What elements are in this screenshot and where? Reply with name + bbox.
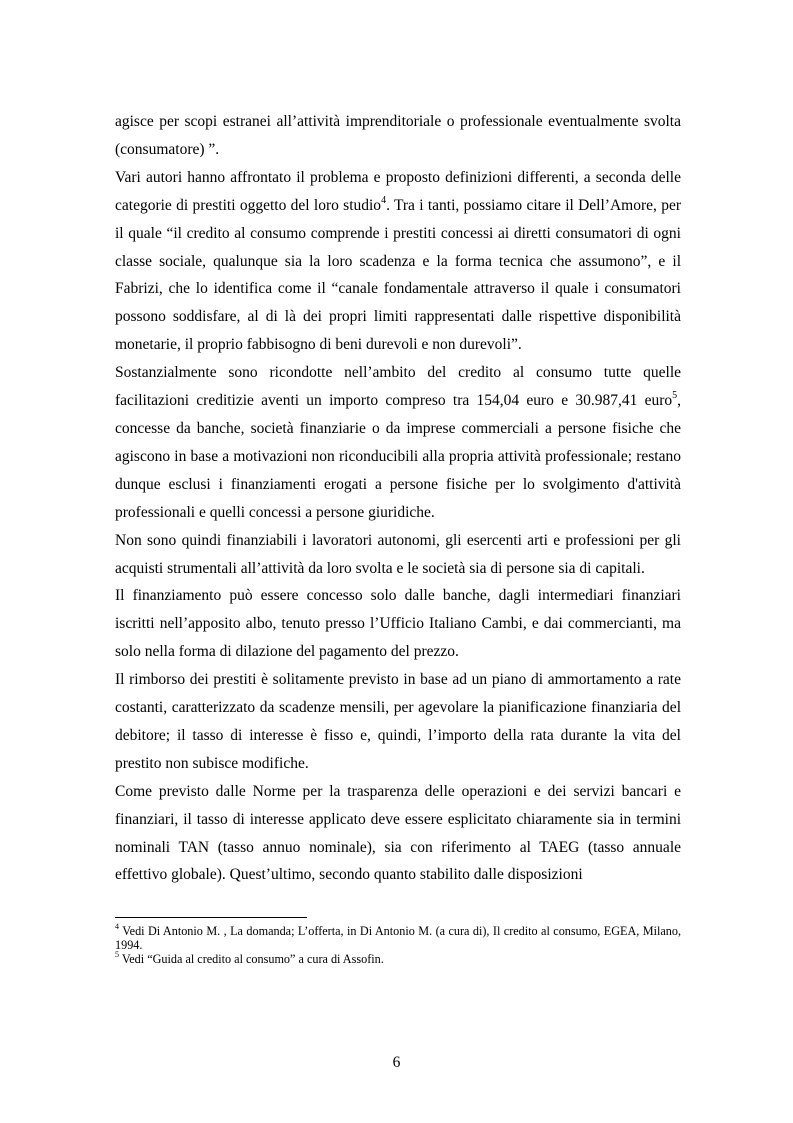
body-text [115, 108, 681, 889]
footnote-text: Vedi “Guida al credito al consumo” a cura di Assofin. [119, 952, 384, 967]
paragraph [115, 666, 681, 778]
footnote-reference: 5 [672, 389, 678, 401]
paragraph-text: agisce per scopi estranei all’attività imprenditoriale o professionale eventualmente svolta (consumatore) ”. [115, 113, 681, 158]
page-number: 6 [392, 1054, 401, 1071]
footnote-separator [115, 917, 307, 918]
paragraph-text: Il finanziamento può essere concesso solo dalle banche, dagli intermediari finanziari iscritti nell’apposito albo, tenuto presso l’Ufficio Italiano Cambi, e dai commercianti, ma solo nella forma di dilazione del pagamento del prezzo. [115, 587, 681, 661]
paragraph-text: Il rimborso dei prestiti è solitamente previsto in base ad un piano di ammortamento a rate costanti, caratterizzato da scadenze mensili, per agevolare la pianificazione finanziaria del debitore; il tasso di interesse è fisso e, quindi, l’importo della rata durante la vita del prestito non subisce modifiche. [115, 671, 681, 772]
paragraph-text: Non sono quindi finanziabili i lavoratori autonomi, gli esercenti arti e professioni per gli acquisti strumentali all’attività da loro svolta e le società sia di persone sia di capitali. [115, 531, 681, 577]
footnote [115, 952, 681, 966]
paragraph-text: Sostanzialmente sono ricondotte nell’ambito del credito al consumo tutte quelle facilitazioni creditizie aventi un importo compreso tra 154,04 euro e 30.987,41 euro [115, 364, 681, 410]
footnote-mark: 4 [115, 921, 119, 931]
paragraph [115, 582, 681, 666]
paragraph-text: Vari autori hanno affrontato il problema e proposto definizioni differenti, a seconda delle categorie di prestiti oggetto del loro studio [115, 168, 681, 214]
paragraph-text: , concesse da banche, società finanziarie o da imprese commerciali a persone fisiche che agiscono in base a motivazioni non riconducibili alla propria attività professionale; restano dunque esclusi i finanziamenti erogati a persone fisiche per lo svolgimento d'attività professionali e quelli concessi a persone giuridiche. [115, 392, 681, 521]
paragraph [115, 164, 681, 359]
paragraph [115, 778, 681, 890]
footnote-reference: 4 [381, 194, 387, 206]
paragraph-text: Come previsto dalle Norme per la trasparenza delle operazioni e dei servizi bancari e finanziari, il tasso di interesse applicato deve essere esplicitato chiaramente sia in termini nominali TAN (tasso annuo nominale), sia con riferimento al TAEG (tasso annuale effettivo globale). Quest’ultimo, secondo quanto stabilito dalle disposizioni [115, 782, 681, 884]
footnotes [115, 921, 681, 967]
paragraph-text: . Tra i tanti, possiamo citare il Dell’Amore, per il quale “il credito al consumo comprende i prestiti concessi ai diretti consumatori di ogni classe sociale, qualunque sia la loro scadenza e la forma tecnica che assumono”, e il Fabrizi, che lo identifica come il “canale fondamentale attraverso il quale i consumatori possono soddisfare, al di là dei propri limiti rappresentati dalle rispettive disponibilità monetarie, il proprio fabbisogno di beni durevoli e non durevoli”. [115, 196, 681, 354]
paragraph [115, 359, 681, 526]
paragraph [115, 108, 681, 164]
footnote [115, 921, 681, 953]
paragraph [115, 527, 681, 583]
footnote-mark: 5 [115, 950, 119, 960]
footnote-text: Vedi Di Antonio M. , La domanda; L’offerta, in Di Antonio M. (a cura di), Il credito al consumo, EGEA, Milano, 1994. [115, 924, 681, 953]
